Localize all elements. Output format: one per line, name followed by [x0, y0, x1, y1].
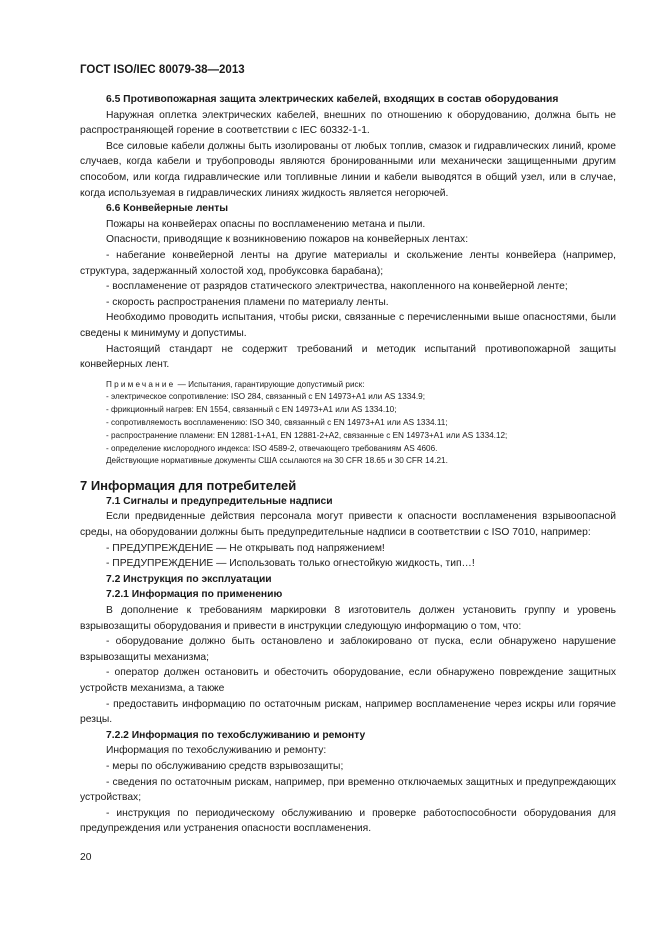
- list-item: - предоставить информацию по остаточным рискам, например воспламенение через искры или горячие резцы.: [80, 698, 616, 726]
- note-item: - электрическое сопротивление: ISO 284, связанный с EN 14973+A1 или AS 1334.9;: [106, 392, 425, 402]
- list-item: - инструкция по периодическому обслуживанию и проверке работоспособности оборудования для предупреждения или устранения опасности воспламенения.: [80, 807, 616, 835]
- note-item: - распространение пламени: EN 12881-1+A1, EN 12881-2+A2, связанные с EN 14973+A1 или AS 1334.12;: [106, 430, 508, 440]
- paragraph: В дополнение к требованиям маркировки 8 изготовитель должен установить группу и уровень взрывозащиты оборудования и привести в инструкции следующую информацию о том, что:: [80, 605, 616, 632]
- note-item: - фрикционный нагрев: EN 1554, связанный с EN 14973+A1 или AS 1334.10;: [106, 405, 397, 415]
- paragraph: Наружная оплетка электрических кабелей, внешних по отношению к оборудованию, должна быть не распространяющей горение в соответствии с IEC 60332-1-1.: [80, 109, 616, 137]
- list-item: - набегание конвейерной ленты на другие материалы и скольжение ленты конвейера (например, структура, задержанный холостой ход, пробуксовка барабана);: [80, 249, 616, 277]
- section-heading-7: 7 Информация для потребителей: [80, 478, 297, 494]
- list-item: - оператор должен остановить и обесточить оборудование, если обнаружено повреждение защитных устройств механизма, а также: [80, 667, 616, 694]
- note-item: - сопротивляемость воспламенению: ISO 340, связанный с EN 14973+A1 или AS 1334.11;: [106, 418, 448, 428]
- paragraph: Опасности, приводящие к возникновению пожаров на конвейерных лентах:: [106, 234, 469, 246]
- section-heading-7-2: 7.2 Инструкция по эксплуатации: [106, 573, 272, 585]
- paragraph: Если предвиденные действия персонала могут привести к опасности воспламенения взрывоопасной среды, на оборудовании должны быть предупредительные надписи в соответствии с ISO 7010, например:: [80, 511, 616, 539]
- paragraph: Необходимо проводить испытания, чтобы риски, связанные с перечисленными выше опасностями, были сведены к минимуму и допустимы.: [80, 312, 616, 339]
- paragraph: Настоящий стандарт не содержит требований и методик испытаний противопожарной защиты конвейерных лент.: [80, 343, 616, 371]
- list-item: - скорость распространения пламени по материалу ленты.: [106, 296, 389, 308]
- section-heading-6-6: 6.6 Конвейерные ленты: [106, 203, 229, 215]
- list-item: - воспламенение от разрядов статического электричества, накопленного на конвейерной ленте;: [106, 281, 568, 293]
- note-intro-text: — Испытания, гарантирующие допустимый риск:: [175, 379, 365, 389]
- list-item: - меры по обслуживанию средств взрывозащиты;: [106, 760, 344, 772]
- note-item: Действующие нормативные документы США ссылаются на 30 CFR 18.65 и 30 CFR 14.21.: [106, 456, 448, 466]
- paragraph: Пожары на конвейерах опасны по воспламенению метана и пыли.: [106, 218, 426, 230]
- note-intro: [106, 379, 616, 392]
- page-content: [80, 92, 616, 837]
- section-heading-7-2-1: 7.2.1 Информация по применению: [106, 589, 283, 601]
- paragraph: Информация по техобслуживанию и ремонту:: [106, 745, 327, 757]
- list-item: - оборудование должно быть остановлено и заблокировано от пуска, если обнаружено нарушение взрывозащиты механизма;: [80, 636, 616, 663]
- section-heading-7-1: 7.1 Сигналы и предупредительные надписи: [106, 495, 333, 507]
- note-label: Примечание: [106, 379, 176, 389]
- page-number: 20: [80, 852, 92, 863]
- list-item: - ПРЕДУПРЕЖДЕНИЕ — Использовать только огнестойкую жидкость, тип…!: [106, 558, 475, 570]
- paragraph: Все силовые кабели должны быть изолированы от любых топлив, смазок и гидравлических линий, кроме случаев, когда кабели и трубопроводы являются бронированными или механически защищенными другим способом, или когда гидравлические или топливные линии и кабели выводятся в общий узел, или в случае, когда используемая в гидравлических линиях жидкость является негорючей.: [80, 140, 616, 199]
- list-item: - сведения по остаточным рискам, например, при временно отключаемых защитных и предупреждающих устройствах;: [80, 776, 616, 804]
- note-item: - определение кислородного индекса: ISO 4589-2, отвечающего требованиям AS 4606.: [106, 443, 438, 453]
- list-item: - ПРЕДУПРЕЖДЕНИЕ — Не открывать под напряжением!: [106, 542, 385, 554]
- section-heading-6-5: 6.5 Противопожарная защита электрических кабелей, входящих в состав оборудования: [106, 94, 559, 105]
- document-header: ГОСТ ISO/IEC 80079-38—2013: [80, 64, 245, 76]
- note-block: [106, 379, 616, 469]
- section-heading-7-2-2: 7.2.2 Информация по техобслуживанию и ремонту: [106, 729, 366, 741]
